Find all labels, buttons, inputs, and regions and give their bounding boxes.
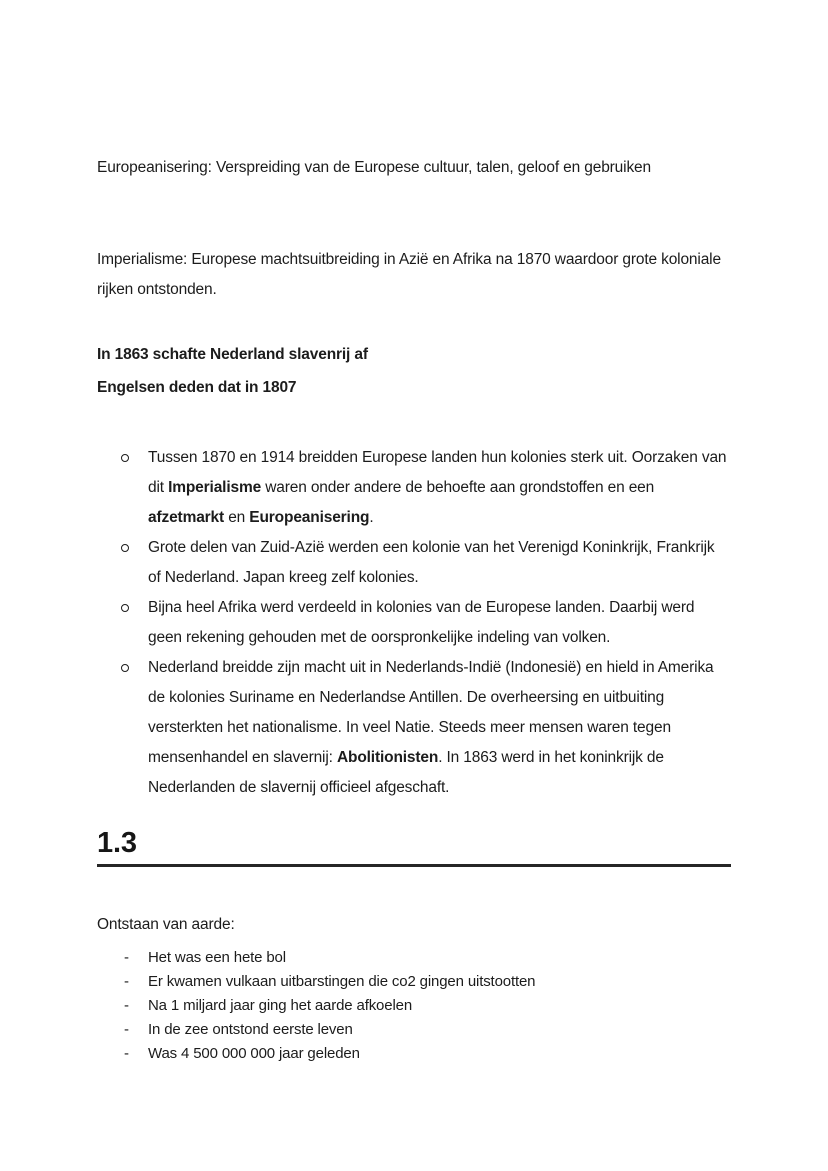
bullet-item-afrika bbox=[148, 593, 731, 653]
dash-bullet-icon: - bbox=[124, 997, 129, 1014]
dash-item-text: Het was een hete bol bbox=[148, 949, 286, 966]
definition-europeanisering: Europeanisering: Verspreiding van de Europese cultuur, talen, geloof en gebruiken bbox=[97, 159, 651, 176]
dash-item-text: In de zee ontstond eerste leven bbox=[148, 1021, 353, 1038]
circle-bullet-icon bbox=[121, 604, 129, 612]
dash-bullet-icon: - bbox=[124, 973, 129, 990]
dash-item bbox=[124, 1042, 731, 1066]
dash-item-text: Na 1 miljard jaar ging het aarde afkoelen bbox=[148, 997, 413, 1014]
dash-item-text: Was 4 500 000 000 jaar geleden bbox=[148, 1045, 360, 1062]
circle-bullet-icon bbox=[121, 454, 129, 462]
statement-engelsen-1807: Engelsen deden dat in 1807 bbox=[97, 379, 297, 396]
bullet-text: Grote delen van Zuid-Azië werden een kolonie van het Verenigd Koninkrijk, Frankrijk of Nederland. Japan kreeg zelf kolonies. bbox=[148, 539, 715, 586]
dash-item bbox=[124, 970, 731, 994]
dash-item-text: Er kwamen vulkaan uitbarstingen die co2 gingen uitstootten bbox=[148, 973, 536, 990]
bullet-text: Bijna heel Afrika werd verdeeld in kolonies van de Europese landen. Daarbij werd geen rekening gehouden met de oorspronkelijke indeling van volken. bbox=[148, 599, 695, 646]
bullet-item-nederland bbox=[148, 653, 731, 803]
earth-origin-dash-list bbox=[97, 946, 731, 1066]
dash-item bbox=[124, 946, 731, 970]
colonialism-bullet-list bbox=[97, 443, 731, 803]
subheading-ontstaan-van-aarde: Ontstaan van aarde: bbox=[97, 916, 235, 933]
dash-bullet-icon: - bbox=[124, 1045, 129, 1062]
dash-bullet-icon: - bbox=[124, 1021, 129, 1038]
definition-imperialisme: Imperialisme: Europese machtsuitbreiding in Azië en Afrika na 1870 waardoor grote koloniale rijken ontstonden. bbox=[97, 251, 721, 298]
dash-item bbox=[124, 1018, 731, 1042]
bullet-item-imperialisme bbox=[148, 443, 731, 533]
circle-bullet-icon bbox=[121, 544, 129, 552]
section-heading-1-3: 1.3 bbox=[97, 825, 731, 867]
dash-item bbox=[124, 994, 731, 1018]
bullet-text: Nederland breidde zijn macht uit in Nederlands-Indië (Indonesië) en hield in Amerika de kolonies Suriname en Nederlandse Antillen. De overheersing en uitbuiting versterkten het nationalisme. In veel Natie. Steeds meer mensen waren tegen mensenhandel en slavernij: Abolitionisten. In 1863 werd in het koninkrijk de Nederlanden de slavernij officieel afgeschaft. bbox=[148, 659, 714, 796]
dash-bullet-icon: - bbox=[124, 949, 129, 966]
bullet-item-zuid-azie bbox=[148, 533, 731, 593]
circle-bullet-icon bbox=[121, 664, 129, 672]
bullet-text: Tussen 1870 en 1914 breidden Europese landen hun kolonies sterk uit. Oorzaken van dit Imperialisme waren onder andere de behoefte aan grondstoffen en een afzetmarkt en Europeanisering. bbox=[148, 449, 727, 526]
statement-nederland-1863: In 1863 schafte Nederland slavenrij af bbox=[97, 346, 368, 363]
